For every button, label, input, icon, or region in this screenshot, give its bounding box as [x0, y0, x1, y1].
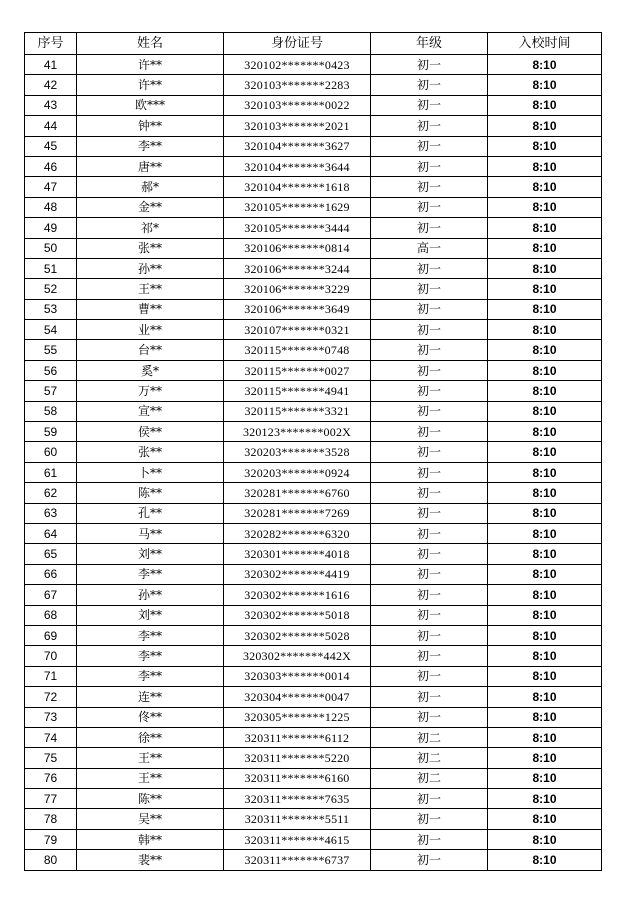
cell-grade: 初一 [371, 116, 488, 136]
cell-seq: 41 [25, 55, 77, 75]
table-row [25, 442, 602, 462]
cell-time: 8:10 [488, 523, 602, 543]
cell-grade: 初一 [371, 462, 488, 482]
table-row [25, 116, 602, 136]
cell-seq: 70 [25, 646, 77, 666]
table-row [25, 95, 602, 115]
cell-time: 8:10 [488, 360, 602, 380]
table-row [25, 462, 602, 482]
cell-name: 裴** [77, 850, 224, 870]
cell-name: 韩** [77, 829, 224, 849]
cell-name: 欧*** [77, 95, 224, 115]
cell-seq: 72 [25, 687, 77, 707]
cell-time: 8:10 [488, 625, 602, 645]
cell-name: 吴** [77, 809, 224, 829]
cell-time: 8:10 [488, 442, 602, 462]
cell-id: 320203*******0924 [224, 462, 371, 482]
cell-time: 8:10 [488, 299, 602, 319]
cell-id: 320115*******0748 [224, 340, 371, 360]
table-row [25, 401, 602, 421]
table-row [25, 809, 602, 829]
cell-id: 320123*******002X [224, 422, 371, 442]
cell-time: 8:10 [488, 809, 602, 829]
cell-time: 8:10 [488, 320, 602, 340]
cell-time: 8:10 [488, 258, 602, 278]
table-row [25, 748, 602, 768]
cell-name: 卜** [77, 462, 224, 482]
cell-grade: 初一 [371, 299, 488, 319]
cell-seq: 74 [25, 727, 77, 747]
cell-seq: 43 [25, 95, 77, 115]
cell-id: 320282*******6320 [224, 523, 371, 543]
cell-seq: 80 [25, 850, 77, 870]
cell-id: 320303*******0014 [224, 666, 371, 686]
table-row [25, 422, 602, 442]
cell-seq: 77 [25, 789, 77, 809]
cell-id: 320281*******6760 [224, 483, 371, 503]
cell-name: 佟** [77, 707, 224, 727]
cell-time: 8:10 [488, 829, 602, 849]
cell-name: 李** [77, 625, 224, 645]
cell-seq: 68 [25, 605, 77, 625]
cell-time: 8:10 [488, 401, 602, 421]
cell-name: 陈** [77, 789, 224, 809]
cell-name: 孙** [77, 258, 224, 278]
cell-id: 320105*******1629 [224, 197, 371, 217]
cell-id: 320104*******1618 [224, 177, 371, 197]
cell-name: 祁* [77, 218, 224, 238]
cell-time: 8:10 [488, 666, 602, 686]
cell-id: 320302*******1616 [224, 585, 371, 605]
cell-id: 320311*******6112 [224, 727, 371, 747]
cell-time: 8:10 [488, 340, 602, 360]
table-row [25, 299, 602, 319]
cell-id: 320305*******1225 [224, 707, 371, 727]
cell-time: 8:10 [488, 462, 602, 482]
cell-name: 许** [77, 75, 224, 95]
cell-grade: 初一 [371, 136, 488, 156]
cell-id: 320103*******2283 [224, 75, 371, 95]
cell-seq: 47 [25, 177, 77, 197]
cell-seq: 45 [25, 136, 77, 156]
cell-time: 8:10 [488, 483, 602, 503]
cell-id: 320115*******0027 [224, 360, 371, 380]
header-row [25, 33, 602, 55]
cell-seq: 58 [25, 401, 77, 421]
table-row [25, 340, 602, 360]
cell-grade: 初一 [371, 707, 488, 727]
cell-name: 金** [77, 197, 224, 217]
cell-id: 320302*******5018 [224, 605, 371, 625]
cell-name: 王** [77, 748, 224, 768]
cell-name: 李** [77, 646, 224, 666]
cell-time: 8:10 [488, 95, 602, 115]
cell-id: 320104*******3644 [224, 156, 371, 176]
table-row [25, 136, 602, 156]
cell-grade: 初一 [371, 177, 488, 197]
table-row [25, 768, 602, 788]
cell-grade: 初二 [371, 727, 488, 747]
cell-grade: 高一 [371, 238, 488, 258]
cell-grade: 初一 [371, 55, 488, 75]
cell-time: 8:10 [488, 687, 602, 707]
header-name: 姓名 [77, 33, 224, 55]
table-row [25, 687, 602, 707]
cell-id: 320105*******3444 [224, 218, 371, 238]
table-row [25, 75, 602, 95]
cell-name: 奚* [77, 360, 224, 380]
cell-name: 连** [77, 687, 224, 707]
cell-seq: 59 [25, 422, 77, 442]
table-row [25, 646, 602, 666]
cell-id: 320103*******2021 [224, 116, 371, 136]
cell-id: 320106*******3649 [224, 299, 371, 319]
table-row [25, 564, 602, 584]
table-row [25, 625, 602, 645]
cell-grade: 初一 [371, 789, 488, 809]
cell-id: 320301*******4018 [224, 544, 371, 564]
cell-name: 曹** [77, 299, 224, 319]
table-row [25, 666, 602, 686]
cell-grade: 初一 [371, 360, 488, 380]
cell-time: 8:10 [488, 503, 602, 523]
cell-time: 8:10 [488, 55, 602, 75]
cell-time: 8:10 [488, 177, 602, 197]
cell-id: 320106*******3229 [224, 279, 371, 299]
cell-name: 王** [77, 768, 224, 788]
table-row [25, 177, 602, 197]
cell-seq: 46 [25, 156, 77, 176]
cell-name: 万** [77, 381, 224, 401]
cell-grade: 初一 [371, 605, 488, 625]
cell-time: 8:10 [488, 605, 602, 625]
table-body [25, 55, 602, 871]
cell-name: 台** [77, 340, 224, 360]
cell-grade: 初一 [371, 279, 488, 299]
cell-id: 320311*******4615 [224, 829, 371, 849]
cell-seq: 66 [25, 564, 77, 584]
cell-seq: 60 [25, 442, 77, 462]
cell-id: 320203*******3528 [224, 442, 371, 462]
cell-grade: 初一 [371, 666, 488, 686]
cell-seq: 76 [25, 768, 77, 788]
table-row [25, 238, 602, 258]
cell-seq: 54 [25, 320, 77, 340]
cell-grade: 初一 [371, 381, 488, 401]
table-row [25, 544, 602, 564]
cell-time: 8:10 [488, 544, 602, 564]
cell-seq: 50 [25, 238, 77, 258]
cell-name: 宣** [77, 401, 224, 421]
table-row [25, 55, 602, 75]
cell-grade: 初一 [371, 442, 488, 462]
cell-grade: 初一 [371, 544, 488, 564]
cell-grade: 初二 [371, 768, 488, 788]
cell-seq: 78 [25, 809, 77, 829]
cell-seq: 53 [25, 299, 77, 319]
table-row [25, 605, 602, 625]
cell-time: 8:10 [488, 748, 602, 768]
cell-name: 李** [77, 666, 224, 686]
cell-id: 320106*******0814 [224, 238, 371, 258]
cell-name: 侯** [77, 422, 224, 442]
cell-seq: 57 [25, 381, 77, 401]
table-row [25, 483, 602, 503]
cell-name: 许** [77, 55, 224, 75]
cell-id: 320104*******3627 [224, 136, 371, 156]
table-header [25, 33, 602, 55]
cell-name: 王** [77, 279, 224, 299]
cell-grade: 初一 [371, 503, 488, 523]
cell-time: 8:10 [488, 116, 602, 136]
cell-grade: 初一 [371, 218, 488, 238]
table-row [25, 279, 602, 299]
cell-grade: 初一 [371, 197, 488, 217]
cell-time: 8:10 [488, 646, 602, 666]
cell-grade: 初一 [371, 75, 488, 95]
cell-seq: 62 [25, 483, 77, 503]
cell-time: 8:10 [488, 727, 602, 747]
student-entry-table [24, 32, 602, 871]
cell-seq: 56 [25, 360, 77, 380]
cell-seq: 71 [25, 666, 77, 686]
cell-name: 马** [77, 523, 224, 543]
cell-grade: 初一 [371, 809, 488, 829]
table-row [25, 585, 602, 605]
cell-name: 钟** [77, 116, 224, 136]
table-row [25, 156, 602, 176]
cell-seq: 48 [25, 197, 77, 217]
table-row [25, 727, 602, 747]
table-row [25, 829, 602, 849]
table-row [25, 320, 602, 340]
header-time: 入校时间 [488, 33, 602, 55]
table-row [25, 503, 602, 523]
table-row [25, 258, 602, 278]
cell-name: 刘** [77, 605, 224, 625]
cell-name: 孔** [77, 503, 224, 523]
table-row [25, 707, 602, 727]
table-row [25, 523, 602, 543]
cell-name: 张** [77, 238, 224, 258]
cell-time: 8:10 [488, 197, 602, 217]
cell-grade: 初一 [371, 829, 488, 849]
cell-time: 8:10 [488, 238, 602, 258]
cell-seq: 49 [25, 218, 77, 238]
cell-id: 320302*******5028 [224, 625, 371, 645]
cell-id: 320302*******442X [224, 646, 371, 666]
cell-name: 张** [77, 442, 224, 462]
cell-name: 唐** [77, 156, 224, 176]
cell-time: 8:10 [488, 75, 602, 95]
cell-id: 320311*******5220 [224, 748, 371, 768]
cell-grade: 初一 [371, 850, 488, 870]
cell-grade: 初二 [371, 748, 488, 768]
cell-id: 320311*******7635 [224, 789, 371, 809]
cell-grade: 初一 [371, 320, 488, 340]
cell-id: 320115*******3321 [224, 401, 371, 421]
cell-seq: 67 [25, 585, 77, 605]
cell-time: 8:10 [488, 585, 602, 605]
cell-id: 320311*******6160 [224, 768, 371, 788]
cell-seq: 52 [25, 279, 77, 299]
cell-time: 8:10 [488, 422, 602, 442]
cell-name: 李** [77, 136, 224, 156]
cell-grade: 初一 [371, 646, 488, 666]
table-row [25, 789, 602, 809]
cell-name: 李** [77, 564, 224, 584]
header-id: 身份证号 [224, 33, 371, 55]
cell-seq: 75 [25, 748, 77, 768]
cell-id: 320281*******7269 [224, 503, 371, 523]
cell-seq: 73 [25, 707, 77, 727]
cell-id: 320304*******0047 [224, 687, 371, 707]
table-row [25, 197, 602, 217]
cell-grade: 初一 [371, 585, 488, 605]
cell-time: 8:10 [488, 136, 602, 156]
cell-grade: 初一 [371, 95, 488, 115]
cell-time: 8:10 [488, 768, 602, 788]
header-grade: 年级 [371, 33, 488, 55]
cell-seq: 51 [25, 258, 77, 278]
cell-name: 业** [77, 320, 224, 340]
cell-id: 320302*******4419 [224, 564, 371, 584]
table-row [25, 381, 602, 401]
cell-time: 8:10 [488, 156, 602, 176]
cell-name: 刘** [77, 544, 224, 564]
cell-id: 320311*******5511 [224, 809, 371, 829]
cell-grade: 初一 [371, 401, 488, 421]
cell-grade: 初一 [371, 258, 488, 278]
cell-time: 8:10 [488, 218, 602, 238]
cell-grade: 初一 [371, 422, 488, 442]
cell-grade: 初一 [371, 156, 488, 176]
cell-grade: 初一 [371, 625, 488, 645]
table-row [25, 360, 602, 380]
cell-seq: 64 [25, 523, 77, 543]
table-row [25, 218, 602, 238]
header-seq: 序号 [25, 33, 77, 55]
cell-name: 徐** [77, 727, 224, 747]
cell-time: 8:10 [488, 381, 602, 401]
cell-id: 320311*******6737 [224, 850, 371, 870]
cell-id: 320102*******0423 [224, 55, 371, 75]
cell-seq: 61 [25, 462, 77, 482]
cell-seq: 63 [25, 503, 77, 523]
cell-id: 320106*******3244 [224, 258, 371, 278]
cell-time: 8:10 [488, 279, 602, 299]
cell-id: 320107*******0321 [224, 320, 371, 340]
cell-seq: 79 [25, 829, 77, 849]
cell-grade: 初一 [371, 340, 488, 360]
cell-seq: 55 [25, 340, 77, 360]
cell-grade: 初一 [371, 687, 488, 707]
cell-name: 孙** [77, 585, 224, 605]
cell-seq: 69 [25, 625, 77, 645]
cell-seq: 65 [25, 544, 77, 564]
cell-id: 320115*******4941 [224, 381, 371, 401]
cell-grade: 初一 [371, 523, 488, 543]
cell-grade: 初一 [371, 564, 488, 584]
cell-name: 郝* [77, 177, 224, 197]
table-row [25, 850, 602, 870]
cell-id: 320103*******0022 [224, 95, 371, 115]
cell-time: 8:10 [488, 707, 602, 727]
cell-seq: 44 [25, 116, 77, 136]
cell-name: 陈** [77, 483, 224, 503]
cell-time: 8:10 [488, 564, 602, 584]
cell-time: 8:10 [488, 850, 602, 870]
cell-grade: 初一 [371, 483, 488, 503]
cell-seq: 42 [25, 75, 77, 95]
cell-time: 8:10 [488, 789, 602, 809]
